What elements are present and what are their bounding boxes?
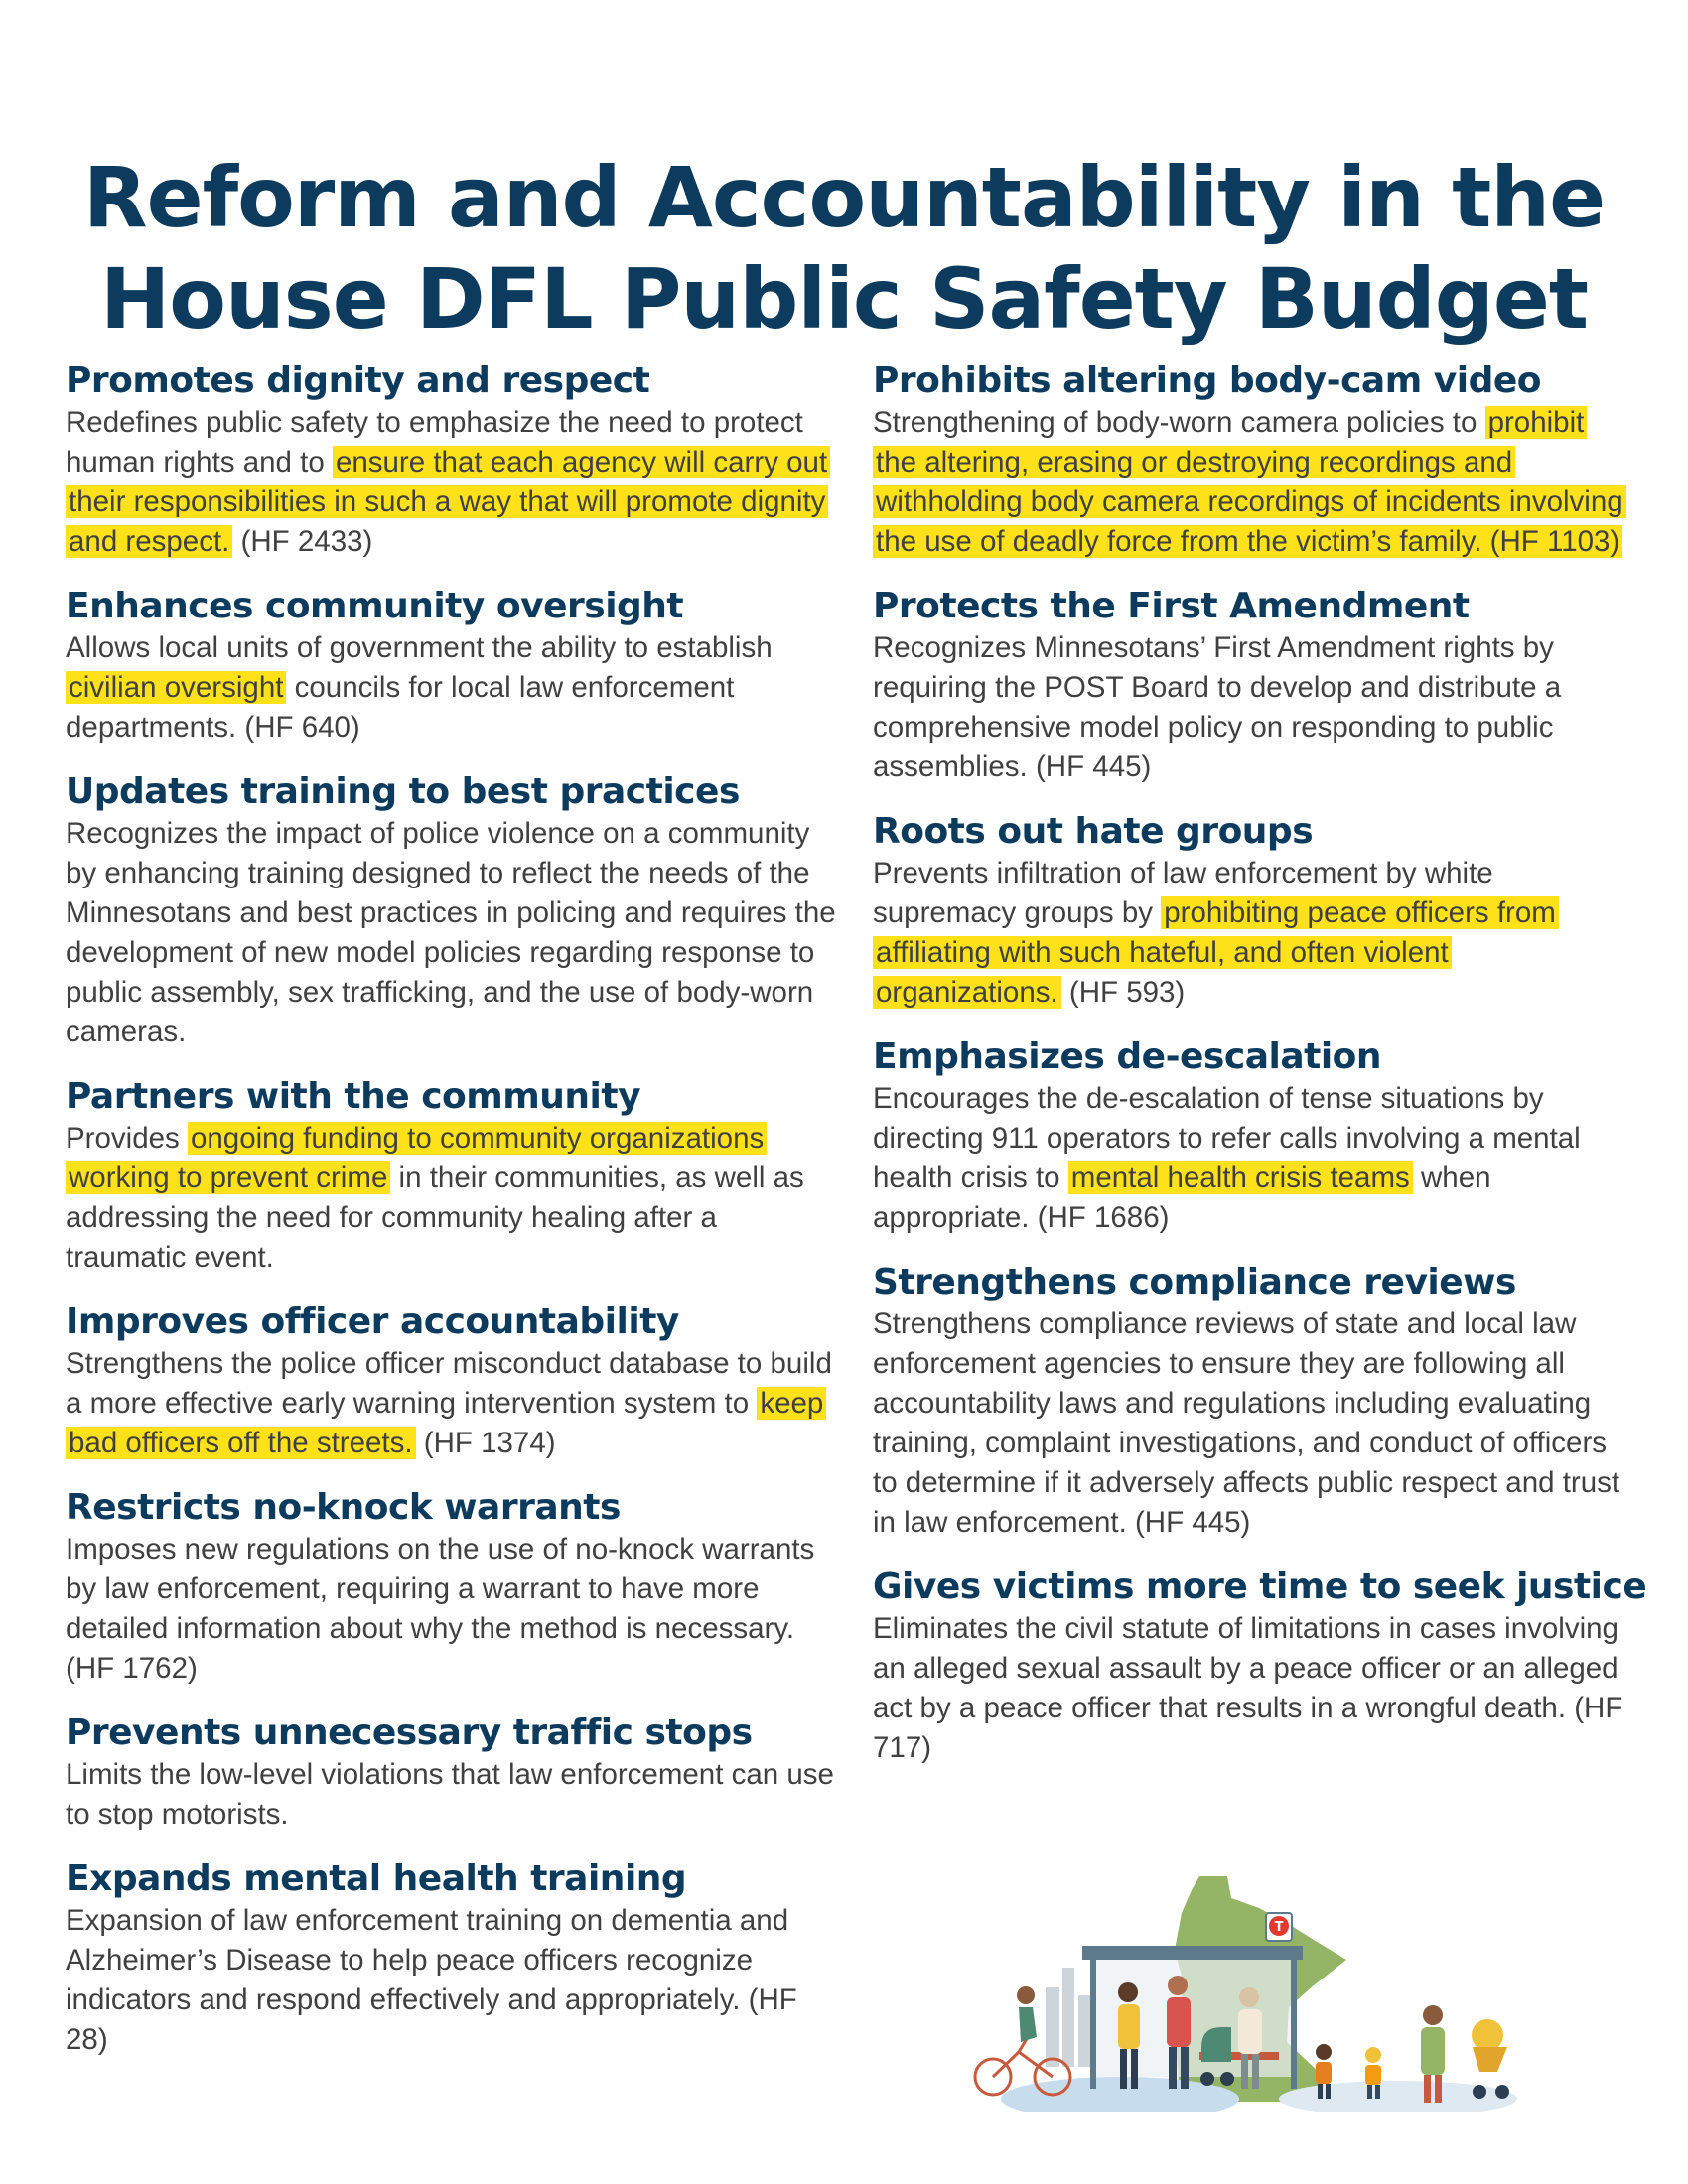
item-heading: Emphasizes de-escalation [873, 1036, 1382, 1077]
item-body [66, 1755, 840, 1835]
item-heading: Improves officer accountability [66, 1301, 679, 1342]
item-text: Strengthening of body-worn camera policies to [873, 406, 1485, 439]
item-body [873, 1079, 1627, 1238]
item-partners-community [66, 1075, 840, 1278]
title-line-1: Reform and Accountability in the [82, 149, 1606, 247]
item-body [66, 403, 840, 562]
item-highlight: ensure that each agency will carry out their responsibilities in such a way that will promote dignity and respect. [66, 446, 830, 558]
item-heading: Prevents unnecessary traffic stops [66, 1712, 753, 1753]
transit-sign-letter: T [1274, 1920, 1284, 1935]
item-highlight: ongoing funding to community organizations working to prevent crime [66, 1122, 767, 1194]
item-text: Limits the low-level violations that law enforcement can use to stop motorists. [66, 1758, 834, 1831]
item-updates-training [66, 770, 840, 1052]
item-text: Recognizes the impact of police violence on a community by enhancing training designed to reflect the needs of the Minnesotans and best practices in policing and requires the development of new model policies regarding response to public assembly, sex trafficking, and the use of body-worn cameras. [66, 817, 836, 1048]
item-highlight: civilian oversight [66, 671, 286, 704]
item-promotes-dignity [66, 359, 840, 562]
stroller-icon [1472, 2019, 1509, 2099]
item-text: Provides [66, 1122, 188, 1155]
item-body [66, 1119, 840, 1278]
item-body [66, 628, 840, 748]
item-body [66, 814, 840, 1052]
transit-sign-icon [1266, 1913, 1292, 1941]
item-text: Strengthens compliance reviews of state and local law enforcement agencies to ensure they are following all accountability laws and regulations including evaluating training, complaint investigations, and conduct of officers to determine if it adversely affects public respect and trust in law enforcement. (HF 445) [873, 1307, 1620, 1539]
item-compliance-reviews [873, 1261, 1627, 1543]
item-highlight: mental health crisis teams [1068, 1161, 1413, 1194]
right-column [873, 359, 1647, 1791]
item-heading: Strengthens compliance reviews [873, 1262, 1516, 1302]
item-heading: Prohibits altering body-cam video [873, 360, 1541, 401]
item-heading: Gives victims more time to seek justice [873, 1567, 1647, 1607]
item-victims-justice [873, 1566, 1647, 1768]
item-heading: Partners with the community [66, 1076, 641, 1117]
item-mental-health-training [66, 1857, 840, 2060]
item-text: Encourages the de-escalation of tense situations by directing 911 operators to refer calls involving a mental health crisis to [873, 1082, 1581, 1194]
item-text: Expansion of law enforcement training on dementia and Alzheimer’s Disease to help peace officers recognize indicators and respond effectively and appropriately. (HF 28) [66, 1904, 797, 2056]
item-text: Allows local units of government the ability to establish [66, 631, 773, 664]
skyline-icon [1046, 1968, 1094, 2067]
item-body [66, 1344, 840, 1463]
item-officer-accountability [66, 1300, 840, 1463]
community-transit-illustration [971, 1868, 1527, 2112]
item-text: Strengthens the police officer misconduct database to build a more effective early warning intervention system to [66, 1347, 832, 1420]
item-body-cam [873, 359, 1627, 562]
item-body [873, 628, 1627, 787]
item-body [873, 403, 1627, 562]
item-highlight: prohibit the altering, erasing or destroying recordings and withholding body camera recordings of incidents involving the use of deadly force from the victim’s family. (HF 1103) [873, 406, 1626, 558]
item-text-end: when appropriate. (HF 1686) [873, 1161, 1491, 1234]
item-heading: Restricts no-knock warrants [66, 1487, 621, 1528]
item-community-oversight [66, 585, 840, 748]
bus-shelter-icon [1082, 1946, 1303, 2089]
item-heading: Updates training to best practices [66, 771, 740, 812]
item-text-end: (HF 1374) [415, 1427, 556, 1459]
item-traffic-stops [66, 1711, 840, 1835]
item-text-end: (HF 2433) [232, 525, 373, 558]
item-heading: Enhances community oversight [66, 586, 684, 626]
item-text: Redefines public safety to emphasize the need to protect human rights and to [66, 406, 803, 478]
item-text-end: (HF 593) [1060, 976, 1186, 1009]
item-body [66, 1901, 840, 2060]
item-de-escalation [873, 1035, 1627, 1238]
item-body [873, 1304, 1627, 1543]
item-heading: Expands mental health training [66, 1858, 687, 1899]
item-no-knock-warrants [66, 1486, 840, 1689]
item-body [873, 1609, 1627, 1768]
item-text: Recognizes Minnesotans’ First Amendment rights by requiring the POST Board to develop and distribute a comprehensive model policy on responding to public assemblies. (HF 445) [873, 631, 1562, 783]
item-heading: Promotes dignity and respect [66, 360, 650, 401]
item-highlight: keep bad officers off the streets. [66, 1387, 826, 1459]
item-heading: Protects the First Amendment [873, 586, 1470, 626]
item-first-amendment [873, 585, 1627, 787]
item-text: Eliminates the civil statute of limitations in cases involving an alleged sexual assault by a peace officer or an alleged act by a peace officer that results in a wrongful death. (HF 717) [873, 1612, 1623, 1764]
item-text-end: in their communities, as well as addressing the need for community healing after a traumatic event. [66, 1161, 804, 1274]
item-highlight: prohibiting peace officers from affiliating with such hateful, and often violent organizations. [873, 896, 1559, 1009]
item-text: Imposes new regulations on the use of no-knock warrants by law enforcement, requiring a warrant to have more detailed information about why the method is necessary. (HF 1762) [66, 1533, 815, 1685]
title-line-2: House DFL Public Safety Budget [99, 250, 1589, 348]
item-heading: Roots out hate groups [873, 811, 1314, 852]
item-text: Prevents infiltration of law enforcement by white supremacy groups by [873, 857, 1493, 929]
page-title [0, 147, 1688, 349]
item-hate-groups [873, 810, 1627, 1013]
left-column [66, 359, 840, 2083]
item-body [66, 1530, 840, 1689]
item-body [873, 854, 1627, 1013]
item-text-end: councils for local law enforcement departments. (HF 640) [66, 671, 735, 744]
